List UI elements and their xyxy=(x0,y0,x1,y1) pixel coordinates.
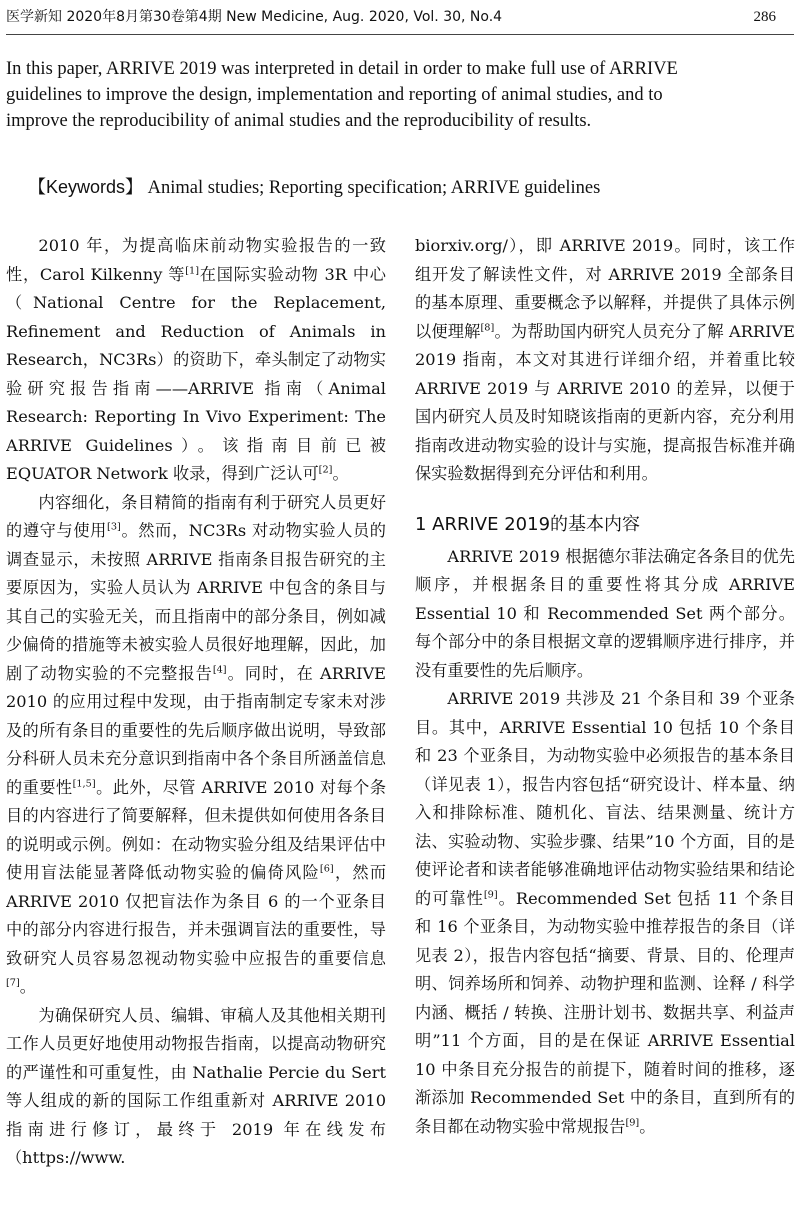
keywords-line xyxy=(28,174,768,201)
text-run: 。为帮助国内研究人员充分了解 ARRIVE 2019 指南，本文对其进行详细介绍，并着重比较 ARRIVE 2019 与 ARRIVE 2010 的差异，以便于国内研究人员及时知晓该指南的更新内容，充分利用指南改进动物实验的设计与实施，提高报告标准并确保实验数据得到充分评估和利用。 xyxy=(415,321,795,483)
paragraph xyxy=(415,685,795,1141)
text-run: 。 xyxy=(332,464,349,483)
citation: [1] xyxy=(185,265,200,277)
text-run: 。Recommended Set 包括 11 个条目和 16 个亚条目，为动物实验中推荐报告的条目（详见表 2），报告内容包括“摘要、背景、目的、伦理声明、饲养场所和饲养、动物护理和监测、诠释 / 科学内涵、概括 / 转换、注册计划书、数据共享、利益声明”11 个方面，目的是在保证 ARRIVE Essential 10 中条目充分报告的前提下，随着时间的推移，逐渐添加 Recommended Set 中的条目，直到所有的条目都在动物实验中常规报告 xyxy=(415,888,795,1136)
text-run: 2010 年，为提高临床前动物实验报告的一致性，Carol Kilkenny 等 xyxy=(6,236,386,284)
text-run: 。同时，在 ARRIVE 2010 的应用过程中发现，由于指南制定专家未对涉及的所有条目的重要性的先后顺序做出说明，导致部分科研人员未充分意识到指南中各个条目所涵盖信息的重要性 xyxy=(6,663,386,797)
citation: [4] xyxy=(212,664,227,676)
paragraph xyxy=(6,232,386,489)
citation: [9] xyxy=(625,1117,640,1129)
text-run: 。此外，尽管 ARRIVE 2010 对每个条目的内容进行了简要解释，但未提供如何使用各条目的说明或示例。例如：在动物实验分组及结果评估中使用盲法能显著降低动物实验的偏倚风险 xyxy=(6,777,386,882)
citation: [1,5] xyxy=(72,778,96,790)
text-run: ，然而 ARRIVE 2010 仅把盲法作为条目 6 的一个亚条目中的部分内容进行报告，并未强调盲法的重要性，导致研究人员容易忽视动物实验中应报告的重要信息 xyxy=(6,863,386,968)
citation: [2] xyxy=(318,464,333,476)
paragraph xyxy=(415,543,795,686)
text-run: 。 xyxy=(19,977,36,996)
keywords-text: Animal studies; Reporting specification; ARRIVE guidelines xyxy=(147,178,601,198)
page-number: 286 xyxy=(753,9,776,25)
citation: [9] xyxy=(483,889,498,901)
abstract-tail: In this paper, ARRIVE 2019 was interpreted in detail in order to make full use of ARRIVE guidelines to improve the design, implementation and reporting of animal studies, and to improve the reproducibility of animal studies and the reproducibility of results. xyxy=(6,59,678,131)
paragraph xyxy=(415,232,795,489)
text-run: 。 xyxy=(639,1116,656,1136)
paragraph xyxy=(6,489,386,1002)
header-rule xyxy=(6,34,794,35)
running-header xyxy=(6,8,794,26)
text-run: 内容细化，条目精简的指南有利于研究人员更好的遵守与使用 xyxy=(6,492,386,540)
paragraph xyxy=(6,1002,386,1173)
text-run: 。然而，NC3Rs 对动物实验人员的调查显示，未按照 ARRIVE 指南条目报告研究的主要原因为，实验人员认为 ARRIVE 中包含的条目与其自己的实验无关，而且指南中的部分条目，例如减少偏倚的措施等未被实验人员很好地理解，因此，加剧了动物实验的不完整报告 xyxy=(6,521,386,683)
citation: [6] xyxy=(319,863,334,875)
right-column xyxy=(415,232,795,1222)
text-run: ARRIVE 2019 根据德尔菲法确定各条目的优先顺序，并根据条目的重要性将其分成 ARRIVE Essential 10 和 Recommended Set 两个部分。每个部分中的条目根据文章的逻辑顺序进行排序，并没有重要性的先后顺序。 xyxy=(415,546,795,680)
section-heading: 1 ARRIVE 2019的基本内容 xyxy=(415,513,641,535)
text-run: biorxiv.org/），即 ARRIVE 2019。同时，该工作组开发了解读性文件，对 ARRIVE 2019 全部条目的基本原理、重要概念予以解释，并提供了具体示例以便理解 xyxy=(415,236,795,341)
running-title: 医学新知 2020年8月第30卷第4期 New Medicine, Aug. 2020, Vol. 30, No.4 xyxy=(6,9,503,25)
text-run: 为确保研究人员、编辑、审稿人及其他相关期刊工作人员更好地使用动物报告指南，以提高动物研究的严谨性和可重复性，由 Nathalie Percie du Sert 等人组成的新的国际工作组重新对 ARRIVE 2010 指南进行修订，最终于 2019 年在线发布（https://www. xyxy=(6,1005,386,1167)
keywords-label: 【Keywords】 xyxy=(28,177,144,197)
citation: [7] xyxy=(6,977,20,989)
left-column xyxy=(6,232,386,1222)
citation: [8] xyxy=(480,322,495,334)
text-run: 在国际实验动物 3R 中心（National Centre for the Replacement, Refinement and Reduction of Animals in Research，NC3Rs）的资助下，牵头制定了动物实验研究报告指南——ARRIVE 指南（Animal Research: Reporting In Vivo Experiment: The ARRIVE Guidelines）。该指南目前已被 EQUATOR Network 收录，得到广泛认可 xyxy=(6,264,386,483)
citation: [3] xyxy=(107,521,121,533)
text-run: ARRIVE 2019 共涉及 21 个条目和 39 个亚条目。其中，ARRIVE Essential 10 包括 10 个条目和 23 个亚条目，为动物实验中必须报告的基本条目（详见表 1），报告内容包括“研究设计、样本量、纳入和排除标准、随机化、盲法、结果测量、统计方法、实验动物、实验步骤、结果”10 个方面，目的是使评论者和读者能够准确地评估动物实验结果和结论的可靠性 xyxy=(415,689,795,908)
